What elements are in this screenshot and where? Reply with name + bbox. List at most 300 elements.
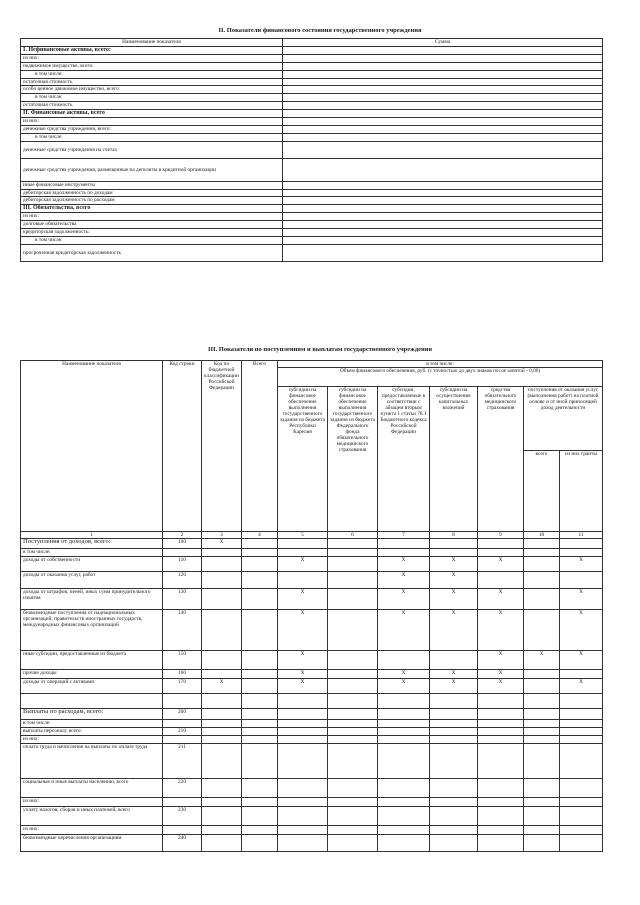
row-label: дебиторская задолженность по доходам [21,189,283,197]
value-cell [202,589,242,610]
table-row [21,826,603,835]
row-label: из них: [21,213,283,221]
value-cell: X [278,589,328,610]
table-row [21,589,603,610]
value-cell [278,720,328,728]
value-cell: X [378,679,430,694]
value-cell [560,807,603,826]
value-cell [242,798,278,807]
row-code [163,798,202,807]
value-cell [278,779,328,798]
value-cell [378,744,430,779]
value-cell [278,744,328,779]
column-header-paid-services: поступления от оказания услуг (выполнения работ) на платной основе и от иной приносящей доход деятельности [524,387,603,451]
value-cell [328,779,378,798]
table-row [21,670,603,679]
value-cell [278,798,328,807]
value-cell [278,694,328,709]
value-cell [378,720,430,728]
value-cell: X [560,610,603,651]
value-cell [328,835,378,852]
sum-cell [283,62,603,70]
table-row [21,679,603,694]
value-cell [430,744,478,779]
row-label: доходы от собственности [21,557,163,572]
value-cell [202,557,242,572]
value-cell [560,670,603,679]
row-label [21,694,163,709]
row-label: просроченная кредиторская задолженность [21,244,283,261]
column-header-sum: Сумма [283,39,603,47]
value-cell: X [430,557,478,572]
value-cell [378,826,430,835]
table-row [21,181,603,189]
row-label: уплату налогов, сборов и иных платежей, всего [21,807,163,826]
value-cell [524,728,560,736]
value-cell: X [278,557,328,572]
row-label: в том числе: [21,720,163,728]
column-number: 4 [242,532,278,539]
value-cell [242,589,278,610]
sum-cell [283,229,603,237]
value-cell [560,736,603,744]
value-cell [478,709,524,720]
value-cell: X [278,670,328,679]
row-code [163,694,202,709]
column-number: 6 [328,532,378,539]
sum-cell [283,205,603,213]
column-header-code: Код строки [163,361,202,532]
table-row [21,244,603,261]
value-cell [242,539,278,549]
value-cell [202,798,242,807]
row-code [163,826,202,835]
table-row [21,70,603,78]
sum-cell [283,189,603,197]
table-row [21,779,603,798]
value-cell [524,670,560,679]
value-cell [378,549,430,557]
value-cell [478,826,524,835]
financial-condition-table [20,38,603,262]
value-cell [524,572,560,589]
value-cell [478,736,524,744]
value-cell [328,589,378,610]
table-row [21,709,603,720]
table-row [21,133,603,141]
value-cell [242,720,278,728]
value-cell [430,539,478,549]
table-row [21,86,603,94]
sum-cell [283,125,603,133]
table-row [21,744,603,779]
column-number: 5 [278,532,328,539]
row-label: в том числе: [21,236,283,244]
value-cell [328,694,378,709]
value-cell [202,807,242,826]
value-cell [278,709,328,720]
value-cell [378,728,430,736]
row-label: остаточная стоимость [21,102,283,110]
value-cell [560,798,603,807]
value-cell [524,679,560,694]
value-cell [242,610,278,651]
sum-cell [283,94,603,102]
table-row [21,102,603,110]
table-row [21,141,603,158]
value-cell [430,798,478,807]
value-cell [478,779,524,798]
column-header-11: из них гранты [560,451,603,532]
row-label: недвижимое имущество, всего: [21,62,283,70]
row-label: из них: [21,826,163,835]
row-label: в том числе: [21,70,283,78]
table-row [21,807,603,826]
row-label: доходы от операций с активами [21,679,163,694]
row-label: из них: [21,54,283,62]
value-cell [328,651,378,670]
table-row [21,47,603,55]
column-header-budget-code: Код по бюджетной классификации Российской Федерации [202,361,242,532]
value-cell [430,736,478,744]
value-cell: X [478,679,524,694]
value-cell [524,539,560,549]
row-code: 110 [163,557,202,572]
column-header-9: средства обязательного медицинского страхования [478,387,524,532]
table-row [21,54,603,62]
row-label: денежные средства учреждения, всего: [21,125,283,133]
value-cell [478,744,524,779]
value-cell [560,572,603,589]
value-cell [378,835,430,852]
row-label: в том числе: [21,94,283,102]
column-header-8: субсидии на осуществление капитальных вложений [430,387,478,532]
table-row [21,835,603,852]
table-row [21,610,603,651]
row-label: доходы от оказания услуг, работ [21,572,163,589]
value-cell [378,798,430,807]
value-cell: X [478,651,524,670]
receipts-payments-table [20,360,603,852]
value-cell [278,572,328,589]
column-number: 7 [378,532,430,539]
sum-cell [283,118,603,126]
sum-cell [283,54,603,62]
column-number: 11 [560,532,603,539]
value-cell: X [378,670,430,679]
row-label: Выплаты по расходам, всего: [21,709,163,720]
value-cell: X [524,651,560,670]
sum-cell [283,221,603,229]
column-header-volume: Объем финансового обеспечения, руб. (с точностью до двух знаков после запятой - 0,00) [278,368,603,387]
value-cell [478,694,524,709]
value-cell [242,679,278,694]
sum-cell [283,110,603,118]
value-cell [560,728,603,736]
value-cell [560,549,603,557]
value-cell [242,572,278,589]
column-header-6: субсидии на финансовое обеспечение выполнения государственного задания из бюджета Федерального фонда обязательного медицинского страхования [328,387,378,532]
column-number: 9 [478,532,524,539]
value-cell [328,720,378,728]
column-header-total: Всего [242,361,278,532]
column-number: 1 [21,532,163,539]
sum-cell [283,141,603,158]
row-label: остаточная стоимость [21,78,283,86]
value-cell [378,807,430,826]
value-cell: X [430,670,478,679]
row-code: 130 [163,589,202,610]
value-cell [524,610,560,651]
value-cell: X [560,589,603,610]
row-label: прочие доходы [21,670,163,679]
value-cell [242,651,278,670]
section3-title: III. Показатели по поступлениям и выплатам государственного учреждения [207,346,433,353]
value-cell [430,720,478,728]
column-number: 2 [163,532,202,539]
row-code: 200 [163,709,202,720]
value-cell: X [278,610,328,651]
value-cell [378,709,430,720]
value-cell [202,736,242,744]
column-header-name: Наименование показателя [21,39,283,47]
row-label: из них: [21,118,283,126]
value-cell [278,826,328,835]
value-cell [430,826,478,835]
value-cell [328,679,378,694]
value-cell [328,798,378,807]
value-cell [560,779,603,798]
value-cell: X [560,557,603,572]
value-cell [430,835,478,852]
row-label: в том числе: [21,133,283,141]
value-cell [202,826,242,835]
value-cell [560,694,603,709]
value-cell [560,539,603,549]
value-cell [242,728,278,736]
table-row [21,572,603,589]
value-cell: X [478,557,524,572]
table-row [21,539,603,549]
value-cell [524,779,560,798]
column-header-name: Наименование показателя [21,361,163,532]
value-cell [524,720,560,728]
value-cell [202,779,242,798]
value-cell: X [378,589,430,610]
column-header-incl: в том числе: [278,361,603,368]
value-cell [524,589,560,610]
value-cell [478,539,524,549]
row-code: 230 [163,807,202,826]
value-cell [202,670,242,679]
value-cell [560,744,603,779]
value-cell [478,728,524,736]
value-cell [524,694,560,709]
value-cell: X [430,610,478,651]
value-cell [328,549,378,557]
row-code: 211 [163,744,202,779]
row-label: из них: [21,798,163,807]
value-cell [430,779,478,798]
value-cell [242,744,278,779]
value-cell [242,779,278,798]
value-cell [242,709,278,720]
value-cell [202,835,242,852]
value-cell [430,728,478,736]
sum-cell [283,213,603,221]
value-cell [328,826,378,835]
row-label: оплата труда и начисления на выплаты по оплате труда [21,744,163,779]
value-cell [524,835,560,852]
value-cell [430,709,478,720]
value-cell [478,835,524,852]
table-row [21,205,603,213]
sum-cell [283,78,603,86]
row-label: денежные средства учреждения, размещенные на депозиты в кредитной организации [21,158,283,181]
row-code: 150 [163,651,202,670]
value-cell [202,744,242,779]
value-cell [478,549,524,557]
value-cell [524,807,560,826]
value-cell [328,557,378,572]
value-cell [524,826,560,835]
row-label: в том числе: [21,549,163,557]
value-cell [478,798,524,807]
value-cell [202,720,242,728]
row-code [163,736,202,744]
value-cell [378,539,430,549]
value-cell: X [378,610,430,651]
row-label: иные субсидии, предоставленные из бюджета [21,651,163,670]
value-cell [524,736,560,744]
value-cell [328,610,378,651]
value-cell [524,557,560,572]
row-label: выплаты персоналу всего: [21,728,163,736]
table-row [21,798,603,807]
row-label: II. Финансовые активы, всего [21,110,283,118]
table-row [21,189,603,197]
value-cell [242,694,278,709]
table-row [21,78,603,86]
sum-cell [283,158,603,181]
value-cell: X [478,589,524,610]
value-cell [430,694,478,709]
value-cell [242,807,278,826]
value-cell: X [430,679,478,694]
sum-cell [283,133,603,141]
value-cell [242,835,278,852]
value-cell [378,651,430,670]
value-cell [278,835,328,852]
row-code: 120 [163,572,202,589]
value-cell: X [278,651,328,670]
value-cell [242,826,278,835]
column-number: 10 [524,532,560,539]
value-cell [278,807,328,826]
column-header-10: всего [524,451,560,532]
table-row [21,549,603,557]
value-cell [560,826,603,835]
value-cell [278,549,328,557]
row-code: 160 [163,670,202,679]
table-row [21,728,603,736]
value-cell [478,807,524,826]
value-cell [328,807,378,826]
row-label: дебиторская задолженность по расходам [21,197,283,205]
value-cell [378,694,430,709]
value-cell [202,728,242,736]
row-label: I. Нефинансовые активы, всего: [21,47,283,55]
value-cell [560,709,603,720]
value-cell: X [202,679,242,694]
value-cell [328,572,378,589]
value-cell [202,572,242,589]
table-row [21,694,603,709]
value-cell [242,736,278,744]
sum-cell [283,70,603,78]
row-code: 220 [163,779,202,798]
value-cell [328,670,378,679]
row-label: из них: [21,736,163,744]
row-code: 170 [163,679,202,694]
row-label: социальные и иные выплаты населению, всего [21,779,163,798]
value-cell [560,720,603,728]
row-label: безвозмездные поступления от наднациональных организаций, правительств иностранных государств, международных финансовых организаций [21,610,163,651]
sum-cell [283,47,603,55]
column-header-5: субсидии на финансовое обеспечение выполнения государственного задания из бюджета Республики Карелия [278,387,328,532]
column-number: 8 [430,532,478,539]
row-label: III. Обязательства, всего [21,205,283,213]
row-label: кредиторская задолженность: [21,229,283,237]
sum-cell [283,102,603,110]
sum-cell [283,244,603,261]
value-cell [242,557,278,572]
row-label: особо ценное движимое имущество, всего: [21,86,283,94]
value-cell [524,798,560,807]
column-header-7: субсидии, предоставляемые в соответствии с абзацем вторым пункта 1 статьи 78.1 Бюджетного кодекса Российской Федерации [378,387,430,532]
table-row [21,736,603,744]
value-cell [278,736,328,744]
value-cell [242,670,278,679]
value-cell: X [560,679,603,694]
value-cell [202,709,242,720]
value-cell [478,572,524,589]
table-row [21,125,603,133]
table-row [21,213,603,221]
table-row [21,62,603,70]
value-cell [378,736,430,744]
value-cell [430,651,478,670]
table-row [21,557,603,572]
value-cell [524,709,560,720]
row-label: безвозмездные перечисления организациям [21,835,163,852]
sum-cell [283,86,603,94]
value-cell: X [430,572,478,589]
column-number: 3 [202,532,242,539]
section2-title: II. Показатели финансового состояния государственного учреждения [218,27,422,34]
row-label: Поступления от доходов, всего: [21,539,163,549]
table-row [21,118,603,126]
row-code: 240 [163,835,202,852]
row-code [163,549,202,557]
value-cell [524,744,560,779]
value-cell [278,728,328,736]
table-row [21,651,603,670]
value-cell [378,779,430,798]
value-cell [202,651,242,670]
value-cell [430,549,478,557]
value-cell [328,728,378,736]
